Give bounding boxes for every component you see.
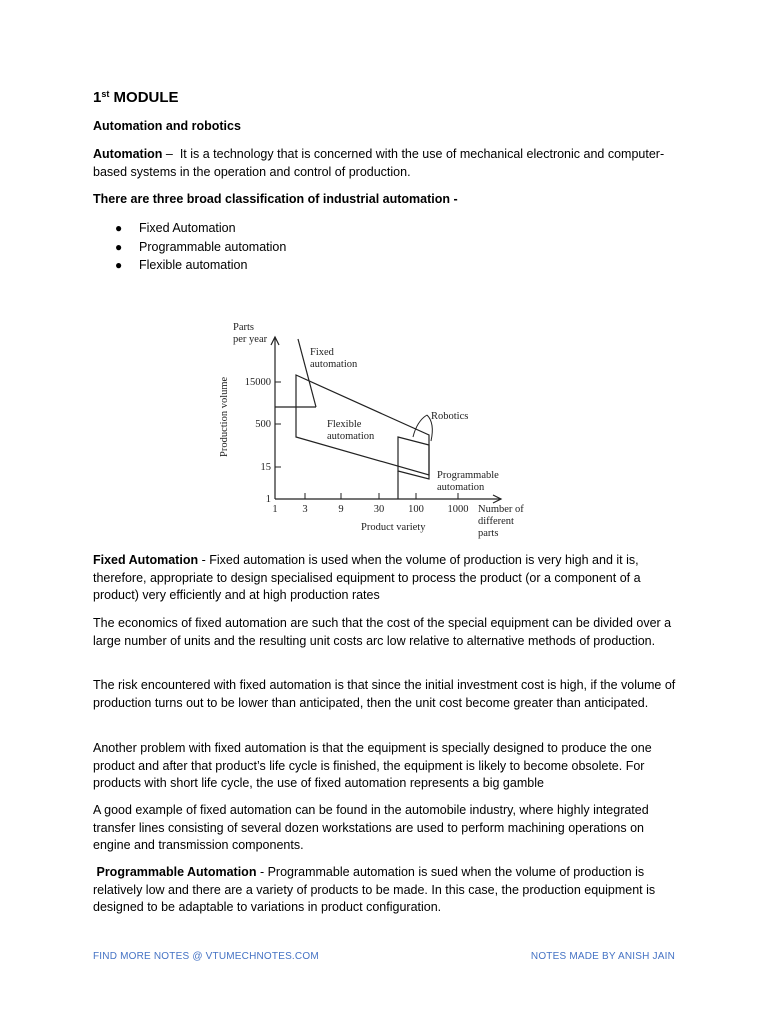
y-axis-label: Production volume (219, 376, 230, 457)
x-tick-label: 3 (302, 504, 308, 515)
x-unit-label: different (478, 516, 514, 527)
list-item (113, 238, 286, 257)
x-tick-label: 9 (338, 504, 344, 515)
bullet-icon: ● (115, 258, 123, 272)
y-tick-label: 15000 (244, 377, 271, 388)
list-item-label: Fixed Automation (139, 221, 236, 235)
y-tick-label: 500 (255, 419, 271, 430)
programmable-automation-label: automation (437, 482, 485, 493)
robotics-label: Robotics (431, 411, 469, 422)
definition-dash: – (162, 147, 180, 161)
x-tick-label: 30 (373, 504, 385, 515)
programmable-term: Programmable Automation (96, 865, 257, 879)
risk-paragraph: The risk encountered with fixed automation is that since the initial investment cost is high, if the volume of production turns out to be lower than anticipated, then the unit cost become greater than anticipated. (93, 678, 676, 710)
classification-list (113, 219, 286, 275)
fixed-term: Fixed Automation (93, 553, 199, 567)
x-tick-label: 1000 (447, 504, 469, 515)
flexible-automation-label: automation (327, 431, 375, 442)
footer-right: NOTES MADE BY ANISH JAIN (530, 951, 675, 962)
fixed-dash: - (198, 553, 210, 567)
footer-left: FIND MORE NOTES @ VTUMECHNOTES.COM (93, 951, 319, 962)
economics-paragraph: The economics of fixed automation are such that the cost of the special equipment can be divided over a large number of units and the resulting unit costs arc low relative to alternative methods of production. (93, 616, 672, 648)
flexible-automation-label: Flexible (327, 419, 362, 430)
module-number: 1 (93, 89, 102, 106)
example-paragraph: A good example of fixed automation can be found in the automobile industry, where highly integrated transfer lines consisting of several dozen workstations are used to perform machining operations on engine and transmission components. (93, 803, 649, 852)
programmable-dash: - (256, 865, 268, 879)
y-unit-label: Parts (233, 322, 254, 333)
automation-diagram (203, 311, 565, 543)
section-subtitle: Automation and robotics (93, 119, 241, 133)
list-item (113, 219, 286, 238)
automation-figure (203, 311, 565, 543)
fixed-text: Fixed automation is used when the volume of production is very high and it is, therefore, appropriate to design specialised equipment to process the product (or a component of a product) very efficiently and at high production rates (93, 553, 641, 602)
problem-paragraph: Another problem with fixed automation is that the equipment is specially designed to produce the one product and after that product’s life cycle is finished, the equipment is likely to become obsolete. For products with short life cycle, the use of fixed automation represents a big gamble (93, 741, 652, 790)
programmable-automation-paragraph (93, 864, 678, 917)
x-tick-label: 100 (408, 504, 424, 515)
bullet-icon: ● (115, 221, 123, 235)
list-item (113, 256, 286, 275)
list-item-label: Programmable automation (139, 239, 287, 254)
y-tick-label: 1 (265, 494, 271, 505)
x-unit-label: Number of (478, 504, 524, 515)
definition-term: Automation (93, 147, 163, 161)
module-heading (93, 89, 179, 106)
automation-definition (93, 146, 678, 181)
fixed-automation-paragraph (93, 552, 678, 605)
module-word: MODULE (113, 89, 179, 106)
definition-text: It is a technology that is concerned with the use of mechanical electronic and computer-based systems in the operation and control of production. (93, 147, 665, 179)
bullet-icon: ● (115, 239, 123, 254)
fixed-automation-label: automation (310, 359, 358, 370)
classification-intro: There are three broad classification of industrial automation - (93, 192, 458, 206)
x-tick-label: 1 (272, 504, 278, 515)
fixed-automation-label: Fixed (310, 347, 334, 358)
x-axis-label: Product variety (361, 522, 426, 533)
programmable-text: Programmable automation is sued when the volume of production is relatively low and there are a variety of products to be made. In this case, the production equipment is designed to be adaptable to variations in product configuration. (93, 865, 656, 914)
y-tick-label: 15 (260, 462, 271, 473)
module-number-suffix: st (101, 89, 110, 99)
y-unit-label: per year (233, 334, 268, 345)
programmable-automation-label: Programmable (437, 470, 499, 481)
x-unit-label: parts (478, 528, 499, 539)
list-item-label: Flexible automation (139, 258, 248, 272)
